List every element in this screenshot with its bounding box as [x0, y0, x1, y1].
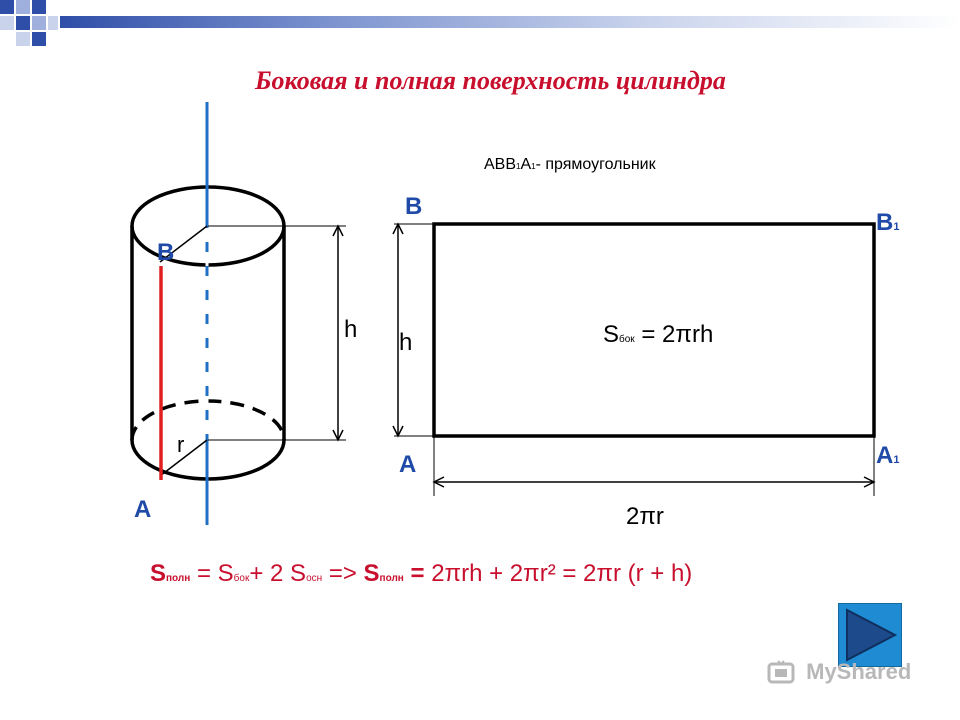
cylinder-label-h: h	[344, 316, 358, 343]
note-suffix: - прямоугольник	[535, 156, 656, 173]
total-surface-formula	[150, 560, 692, 588]
note-main: ABB	[484, 156, 517, 173]
myshared-logo-icon	[766, 658, 800, 688]
formula-t5: 2πrh + 2πr² = 2πr (r + h)	[431, 560, 693, 587]
rect-label-b1-sub: 1	[893, 221, 900, 233]
formula-t2: + 2 S	[249, 560, 307, 587]
rect-label-a1-main: A	[876, 442, 894, 469]
watermark-text: MyShared	[806, 658, 912, 684]
note-sub2: 1	[531, 162, 536, 171]
myshared-watermark	[766, 658, 911, 688]
formula-s2: S	[363, 560, 380, 587]
cylinder-label-r: r	[177, 432, 185, 457]
note-mid: A	[520, 156, 532, 173]
note-sub1: 1	[516, 162, 521, 171]
cylinder-label-a: A	[134, 496, 152, 523]
formula-sub1: полн	[166, 573, 191, 584]
formula-t1: = S	[190, 560, 234, 587]
area-s: S	[603, 321, 620, 348]
formula-s1: S	[150, 560, 167, 587]
rect-label-h: h	[399, 329, 413, 356]
formula-sub4: полн	[379, 573, 404, 584]
formula-t3: =>	[322, 560, 364, 587]
area-rest: = 2πrh	[634, 321, 714, 348]
lateral-area-formula	[603, 321, 713, 348]
rect-label-width: 2πr	[626, 503, 664, 530]
cylinder	[132, 102, 357, 525]
rect-label-b1	[876, 209, 899, 236]
formula-sub2: бок	[233, 573, 250, 584]
area-sub: бок	[619, 334, 635, 345]
rect-label-a1	[876, 442, 899, 469]
rect-label-b1-main: B	[876, 209, 894, 236]
lateral-surface-rectangle	[393, 193, 899, 530]
rect-label-a1-sub: 1	[893, 454, 900, 466]
cylinder-label-b: B	[157, 239, 175, 266]
slide-title: Боковая и полная поверхность цилиндра	[255, 66, 726, 95]
play-next-icon	[839, 604, 901, 666]
rect-label-a: A	[399, 451, 417, 478]
formula-sub3: осн	[306, 573, 323, 584]
rect-label-b: B	[405, 193, 423, 220]
formula-t4: =	[403, 560, 432, 587]
